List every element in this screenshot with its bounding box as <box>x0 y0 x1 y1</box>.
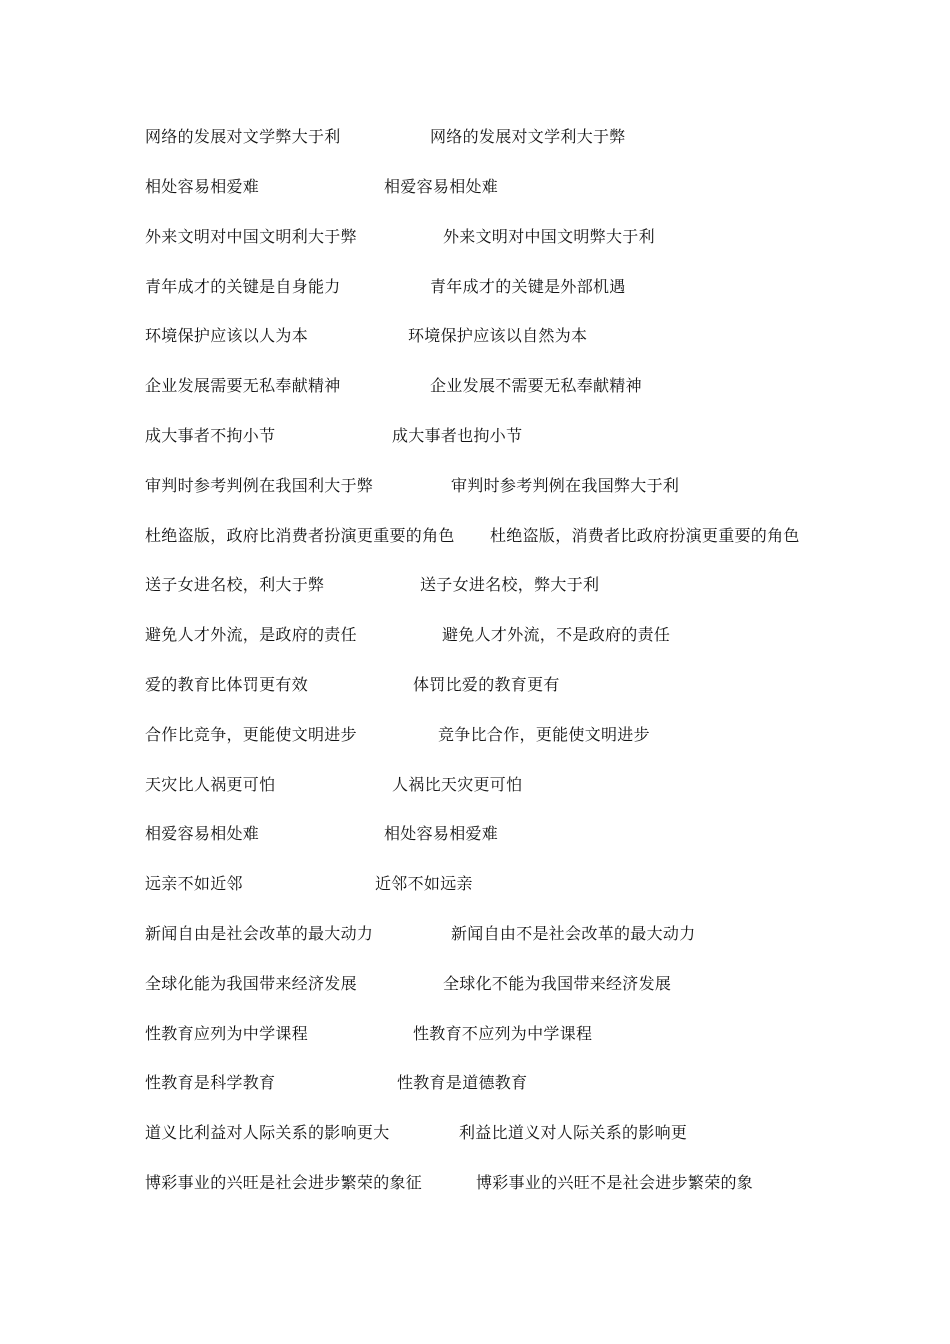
topic-negative: 外来文明对中国文明弊大于利 <box>443 227 655 246</box>
topic-row <box>0 177 950 207</box>
topic-row <box>0 974 950 1004</box>
topic-affirmative: 天灾比人祸更可怕 <box>145 775 276 794</box>
topic-row <box>0 476 950 506</box>
topic-negative: 博彩事业的兴旺不是社会进步繁荣的象 <box>476 1173 754 1192</box>
topic-affirmative: 相处容易相爱难 <box>145 177 260 196</box>
topic-affirmative: 青年成才的关键是自身能力 <box>145 277 341 296</box>
topic-affirmative: 全球化能为我国带来经济发展 <box>145 974 357 993</box>
topic-row <box>0 277 950 307</box>
topic-row <box>0 775 950 805</box>
topic-row <box>0 1173 950 1203</box>
topic-affirmative: 爱的教育比体罚更有效 <box>145 675 309 694</box>
topic-negative: 送子女进名校，弊大于利 <box>420 575 600 594</box>
topic-affirmative: 环境保护应该以人为本 <box>145 326 309 345</box>
topic-affirmative: 企业发展需要无私奉献精神 <box>145 376 341 395</box>
topic-negative: 竞争比合作，更能使文明进步 <box>438 725 650 744</box>
topic-affirmative: 性教育应列为中学课程 <box>145 1024 309 1043</box>
topic-affirmative: 审判时参考判例在我国利大于弊 <box>145 476 374 495</box>
topic-row <box>0 127 950 157</box>
topic-negative: 全球化不能为我国带来经济发展 <box>443 974 672 993</box>
topic-negative: 利益比道义对人际关系的影响更 <box>459 1123 688 1142</box>
topic-negative: 相处容易相爱难 <box>384 824 499 843</box>
topic-row <box>0 625 950 655</box>
topic-row <box>0 575 950 605</box>
topic-negative: 成大事者也拘小节 <box>392 426 523 445</box>
topic-row <box>0 426 950 456</box>
topic-row <box>0 1123 950 1153</box>
topic-affirmative: 合作比竞争，更能使文明进步 <box>145 725 357 744</box>
topic-affirmative: 送子女进名校，利大于弊 <box>145 575 325 594</box>
topic-affirmative: 相爱容易相处难 <box>145 824 260 843</box>
topic-row <box>0 526 950 556</box>
topic-affirmative: 新闻自由是社会改革的最大动力 <box>145 924 374 943</box>
topic-affirmative: 远亲不如近邻 <box>145 874 243 893</box>
topic-negative: 杜绝盗版，消费者比政府扮演更重要的角色 <box>490 526 800 545</box>
topic-negative: 人祸比天灾更可怕 <box>392 775 523 794</box>
topic-negative: 相爱容易相处难 <box>384 177 499 196</box>
topic-affirmative: 避免人才外流，是政府的责任 <box>145 625 357 644</box>
topic-negative: 体罚比爱的教育更有 <box>413 675 560 694</box>
topic-row <box>0 1024 950 1054</box>
topic-negative: 环境保护应该以自然为本 <box>408 326 588 345</box>
topic-row <box>0 227 950 257</box>
topic-row <box>0 376 950 406</box>
topic-affirmative: 性教育是科学教育 <box>145 1073 276 1092</box>
topic-negative: 网络的发展对文学利大于弊 <box>430 127 626 146</box>
topic-negative: 企业发展不需要无私奉献精神 <box>430 376 642 395</box>
topic-negative: 新闻自由不是社会改革的最大动力 <box>451 924 696 943</box>
topic-row <box>0 326 950 356</box>
topic-negative: 性教育是道德教育 <box>397 1073 528 1092</box>
topic-row <box>0 824 950 854</box>
topic-affirmative: 博彩事业的兴旺是社会进步繁荣的象征 <box>145 1173 423 1192</box>
topic-negative: 性教育不应列为中学课程 <box>413 1024 593 1043</box>
topic-affirmative: 道义比利益对人际关系的影响更大 <box>145 1123 390 1142</box>
topic-negative: 避免人才外流，不是政府的责任 <box>442 625 671 644</box>
topic-row <box>0 725 950 755</box>
topic-row <box>0 1073 950 1103</box>
topic-row <box>0 924 950 954</box>
topic-affirmative: 网络的发展对文学弊大于利 <box>145 127 341 146</box>
topic-negative: 审判时参考判例在我国弊大于利 <box>451 476 680 495</box>
topic-affirmative: 外来文明对中国文明利大于弊 <box>145 227 357 246</box>
topic-affirmative: 成大事者不拘小节 <box>145 426 276 445</box>
topic-negative: 青年成才的关键是外部机遇 <box>430 277 626 296</box>
topic-negative: 近邻不如远亲 <box>375 874 473 893</box>
topic-row <box>0 675 950 705</box>
topic-affirmative: 杜绝盗版，政府比消费者扮演更重要的角色 <box>145 526 455 545</box>
topic-row <box>0 874 950 904</box>
